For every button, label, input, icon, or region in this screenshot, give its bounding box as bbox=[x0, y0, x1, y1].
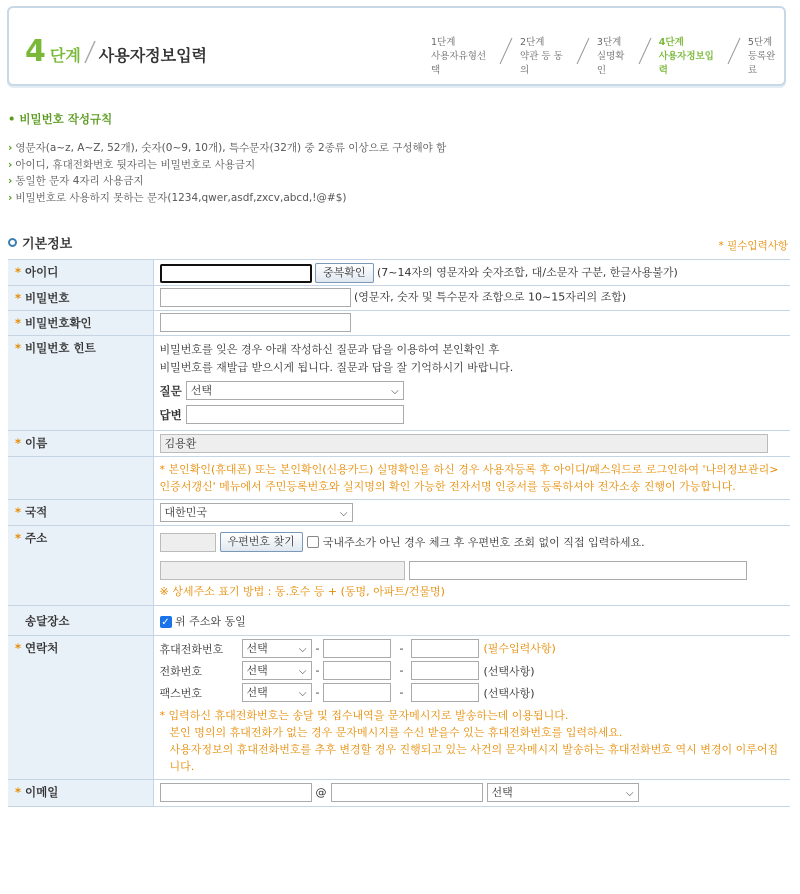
step-num: 1단계 bbox=[431, 37, 456, 48]
phone-last-input[interactable] bbox=[411, 661, 479, 680]
zipcode-input[interactable] bbox=[160, 533, 216, 552]
address-label: 주소 bbox=[25, 531, 48, 545]
chevron-down-icon: ⌵ bbox=[298, 644, 307, 655]
foreign-address-label: 국내주소가 아닌 경우 체크 후 우편번호 조회 없이 직접 입력하세요. bbox=[322, 536, 645, 549]
step-3 bbox=[593, 36, 655, 78]
password-rules-heading: • 비밀번호 작성규칙 bbox=[8, 112, 113, 126]
id-label: 아이디 bbox=[25, 265, 59, 279]
step-1 bbox=[427, 36, 516, 78]
step-header bbox=[7, 6, 786, 86]
mobile-middle-input[interactable] bbox=[323, 639, 391, 658]
delivery-label: 송달장소 bbox=[25, 614, 70, 628]
step-num: 5단계 bbox=[747, 37, 773, 48]
phone-label: 전화번호 bbox=[159, 664, 203, 678]
row-address: * 주소 우편번호 찾기 국내주소가 아닌 경우 체크 후 우편번호 조회 없이 직접 입력하세요. ※ 상세주소 표기 방법 : 동.호수 등 + (동명, 아파트/건물명) bbox=[8, 526, 790, 606]
duplicate-check-button[interactable]: 중복확인 bbox=[315, 263, 374, 283]
email-label: 이메일 bbox=[25, 785, 59, 799]
password-hint: (영문자, 숫자 및 특수문자 조합으로 10~15자리의 조합) bbox=[354, 290, 627, 304]
step-num: 4단계 bbox=[658, 37, 684, 48]
step-separator bbox=[633, 36, 655, 66]
chevron-down-icon: ⌵ bbox=[625, 788, 634, 799]
name-note: * 본인확인(휴대폰) 또는 본인확인(신용카드) 실명확인을 하신 경우 사용자등록 후 아이디/패스워드로 로그인하여 '나의정보관리>인증서갱신' 메뉴에서 주민등록번호와 실지명의 확인 가능한 전자서명 인증서를 등록하셔야 전자소송 진행이 가능합니다. bbox=[159, 463, 779, 493]
id-input[interactable] bbox=[160, 264, 312, 283]
step-num: 2단계 bbox=[520, 37, 545, 48]
row-name: * 이름 김용환 bbox=[8, 431, 790, 457]
current-step bbox=[25, 35, 207, 67]
contact-note-1: * 입력하신 휴대전화번호는 송달 및 접수내역을 문자메시지로 발송하는데 이용됩니다. bbox=[159, 709, 569, 722]
rule-item: › 영문자(a~z, A~Z, 52개), 숫자(0~9, 10개), 특수문자(32개) 중 2종류 이상으로 구성해야 함 bbox=[8, 140, 446, 157]
contact-note-3: 사용자정보의 휴대전화번호를 추후 변경할 경우 진행되고 있는 사건의 문자메시지 발송하는 휴대전화번호 역시 변경이 이루어집니다. bbox=[169, 743, 779, 773]
row-id: * 아이디 중복확인 (7~14자의 영문자와 숫자조합, 대/소문자 구분, 한글사용불가) bbox=[8, 260, 790, 286]
zipcode-search-button[interactable]: 우편번호 찾기 bbox=[220, 532, 303, 552]
phone-middle-input[interactable] bbox=[323, 661, 391, 680]
basic-info-form bbox=[8, 259, 790, 807]
address-note: ※ 상세주소 표기 방법 : 동.호수 등 + (동명, 아파트/건물명) bbox=[159, 585, 445, 598]
nationality-select[interactable]: 대한민국 ⌵ bbox=[160, 503, 353, 522]
section-heading bbox=[8, 233, 72, 252]
phone-optional-note: (선택사항) bbox=[483, 664, 535, 678]
mobile-last-input[interactable] bbox=[411, 639, 479, 658]
row-name-note bbox=[8, 457, 790, 500]
step-separator bbox=[571, 36, 593, 66]
answer-label: 답변 bbox=[159, 407, 182, 422]
question-select[interactable]: 선택 ⌵ bbox=[186, 381, 404, 400]
chevron-down-icon: ⌵ bbox=[339, 508, 348, 519]
row-password: * 비밀번호 (영문자, 숫자 및 특수문자 조합으로 10~15자리의 조합) bbox=[8, 286, 790, 311]
fax-last-input[interactable] bbox=[411, 683, 479, 702]
step-name: 사용자정보입력 bbox=[658, 51, 714, 76]
contact-label: 연락처 bbox=[25, 641, 59, 655]
step-name: 사용자유형선택 bbox=[431, 51, 487, 76]
hint-desc-2: 비밀번호를 재발급 받으시게 됩니다. 질문과 답을 잘 기억하시기 바랍니다. bbox=[159, 361, 514, 374]
mobile-required-note: (필수입력사항) bbox=[483, 642, 556, 655]
step-separator bbox=[494, 36, 516, 66]
slash-divider bbox=[83, 39, 97, 65]
foreign-address-checkbox[interactable] bbox=[307, 536, 319, 548]
circle-bullet-icon bbox=[8, 238, 17, 247]
chevron-down-icon: ⌵ bbox=[391, 386, 399, 397]
step-title: 사용자정보입력 bbox=[98, 46, 207, 65]
step-num: 3단계 bbox=[596, 37, 622, 48]
password-input[interactable] bbox=[160, 288, 351, 307]
step-name: 등록완료 bbox=[747, 51, 776, 76]
mobile-label: 휴대전화번호 bbox=[159, 642, 224, 656]
nationality-label: 국적 bbox=[25, 505, 48, 519]
row-password-confirm: * 비밀번호확인 bbox=[8, 311, 790, 336]
mobile-prefix-select[interactable]: 선택 ⌵ bbox=[242, 639, 312, 658]
same-address-label: 위 주소와 동일 bbox=[175, 615, 246, 628]
row-password-hint: * 비밀번호 힌트 비밀번호를 잊은 경우 아래 작성하신 질문과 답을 이용하여 본인확인 후 비밀번호를 재발급 받으시게 됩니다. 질문과 답을 잘 기억하시기 바랍니다. 질문 선택 ⌵ 답변 bbox=[8, 336, 790, 431]
name-label: 이름 bbox=[25, 436, 48, 450]
same-address-checkbox[interactable]: ✓ bbox=[161, 617, 170, 628]
step-word: 단계 bbox=[49, 46, 81, 65]
address-detail-input[interactable] bbox=[409, 561, 747, 580]
password-confirm-input[interactable] bbox=[160, 313, 351, 332]
email-id-input[interactable] bbox=[160, 783, 312, 802]
answer-input[interactable] bbox=[186, 405, 404, 424]
step-progress bbox=[427, 36, 784, 78]
address-main-input[interactable] bbox=[160, 561, 405, 580]
password-rules-list bbox=[8, 140, 446, 206]
row-delivery bbox=[8, 606, 790, 636]
name-input[interactable]: 김용환 bbox=[160, 434, 768, 453]
email-at: @ bbox=[315, 786, 327, 799]
section-title: 기본정보 bbox=[22, 237, 73, 252]
fax-middle-input[interactable] bbox=[323, 683, 391, 702]
step-separator bbox=[722, 36, 744, 66]
password-label: 비밀번호 bbox=[25, 291, 70, 305]
hint-label: 비밀번호 힌트 bbox=[25, 341, 96, 355]
row-email: * 이메일 @ 선택 ⌵ bbox=[8, 780, 790, 807]
step-number: 4 bbox=[25, 34, 46, 69]
email-domain-select[interactable]: 선택 ⌵ bbox=[487, 783, 639, 802]
step-name: 실명확인 bbox=[596, 51, 625, 76]
question-label: 질문 bbox=[159, 383, 182, 398]
required-note: * 필수입력사항 bbox=[718, 240, 788, 252]
id-hint: (7~14자의 영문자와 숫자조합, 대/소문자 구분, 한글사용불가) bbox=[377, 266, 678, 279]
fax-prefix-select[interactable]: 선택 ⌵ bbox=[242, 683, 312, 702]
contact-note-2: 본인 명의의 휴대전화가 없는 경우 문자메시지를 수신 받을수 있는 휴대전화번호를 입력하세요. bbox=[169, 726, 623, 739]
email-domain-input[interactable] bbox=[331, 783, 483, 802]
fax-optional-note: (선택사항) bbox=[483, 686, 535, 700]
step-2 bbox=[516, 36, 593, 78]
step-5 bbox=[744, 36, 784, 78]
step-name: 약관 등 동의 bbox=[520, 51, 563, 76]
phone-prefix-select[interactable]: 선택 ⌵ bbox=[242, 661, 312, 680]
fax-label: 팩스번호 bbox=[159, 686, 203, 700]
chevron-down-icon: ⌵ bbox=[298, 688, 307, 699]
row-nationality: * 국적 대한민국 ⌵ bbox=[8, 500, 790, 526]
password-confirm-label: 비밀번호확인 bbox=[25, 316, 92, 330]
rule-item: › 동일한 문자 4자리 사용금지 bbox=[8, 173, 446, 190]
row-contact: * 연락처 휴대전화번호 선택 ⌵ - - (필수입력사항) 전화번호 선택 ⌵ - - (선택사항) 팩스번호 선택 ⌵ - - (선택사항) * 입력하신 휴대전화번호는 송달 및 접수내역을 문자메시지로 발송하는데 이용됩니다. 본인 명의의 휴대전화가 없는 경우 문자메시지를 수신 받을수 있는 휴대전화번호를 입력하세요. 사용자정보의 휴대전화번호를 추후 변경할 경우 진행되고 있는 사건의 문자메시지 발송하는 휴대전화번호 역시 변경이 이루어집니다. bbox=[8, 636, 790, 780]
chevron-down-icon: ⌵ bbox=[298, 666, 307, 677]
rule-item: › 아이디, 휴대전화번호 뒷자리는 비밀번호로 사용금지 bbox=[8, 157, 446, 174]
step-4 bbox=[655, 36, 744, 78]
hint-desc-1: 비밀번호를 잊은 경우 아래 작성하신 질문과 답을 이용하여 본인확인 후 bbox=[159, 343, 500, 356]
rule-item: › 비밀번호로 사용하지 못하는 문자(1234,qwer,asdf,zxcv,abcd,!@#$) bbox=[8, 190, 446, 207]
